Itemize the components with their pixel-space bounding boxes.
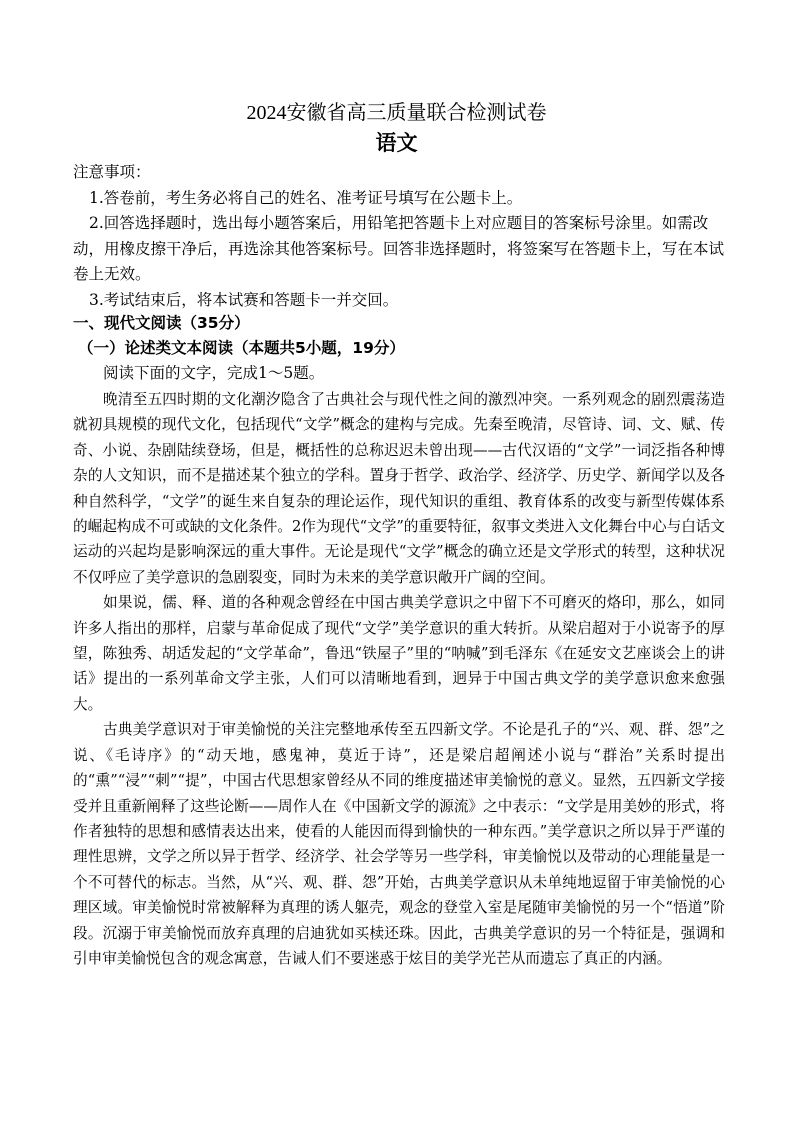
section-heading: 一、现代文阅读（35分） bbox=[73, 314, 250, 332]
subject-title: 语文 bbox=[375, 131, 418, 155]
notes-item-1: 1.答卷前，考生务必将自己的姓名、准考证号填写在公题卡上。 bbox=[89, 188, 523, 207]
subsection-heading: （一）论述类文本阅读（本题共5小题，19分） bbox=[78, 339, 405, 357]
notes-heading: 注意事项： bbox=[73, 163, 151, 181]
notes-block bbox=[73, 160, 725, 314]
passage-paragraph-3: 古典美学意识对于审美愉悦的关注完整地承传至五四新文学。不论是孔子的“兴、观、群、怨”之说、《毛诗序》的“动天地，感鬼神，莫近于诗”，还是梁启超阐述小说与“群治”关系时提出的“熏”“浸”“刺”“提”，中国古代思想家曾经从不同的维度描述审美愉悦的意义。显然，五四新文学接受并且重新阐释了这些论断——周作人在《中国新文学的源流》之中表示：“文学是用美妙的形式，将作者独特的思想和感情表达出来，使看的人能因而得到愉快的一种东西。”美学意识之所以异于严谨的理性思辨，文学之所以异于哲学、经济学、社会学等另一些学科，审美愉悦以及带动的心理能量是一个不可替代的标志。当然，从“兴、观、群、怨”开始，古典美学意识从未单纯地逗留于审美愉悦的心理区域。审美愉悦时常被解释为真理的诱人躯壳，观念的登堂入室是尾随审美愉悦的另一个“悟道”阶段。沉溺于审美愉悦而放弃真理的启迪犹如买椟还珠。因此，古典美学意识的另一个特征是，强调和引申审美愉悦包含的观念寓意，告诫人们不要迷惑于炫目的美学光芒从而遗忘了真正的内涵。 bbox=[73, 721, 725, 967]
passage-paragraph-1: 晚清至五四时期的文化潮汐隐含了古典社会与现代性之间的激烈冲突。一系列观念的剧烈震荡造就初具规模的现代文化，包括现代“文学”概念的建构与完成。先秦至晚清，尽管诗、词、文、赋、传奇、小说、杂剧陆续登场，但是，概括性的总称迟迟未曾出现——古代汉语的“文学”一词泛指各种博杂的人文知识，而不是描述某个独立的学科。置身于哲学、政治学、经济学、历史学、新闻学以及各种自然科学，“文学”的诞生来自复杂的理论运作，现代知识的重组、教育体系的改变与新型传媒体系的崛起构成不可或缺的文化条件。2作为现代“文学”的重要特征，叙事文类进入文化舞台中心与白话文运动的兴起均是影响深远的重大事件。无论是现代“文学”概念的确立还是文学形式的转型，这种状况不仅呼应了美学意识的急剧裂变，同时为未来的美学意识敞开广阔的空间。 bbox=[73, 391, 725, 586]
notes-item-2: 2.回答选择题时，选出每小题答案后，用铅笔把答题卡上对应题目的答案标号涂里。如需改动，用橡皮擦干净后，再选涂其他答案标号。回答非选择题时，将签案写在答题卡上，写在本试卷上无效。 bbox=[73, 214, 725, 284]
exam-title: 2024安徽省高三质量联合检测试卷 bbox=[246, 102, 547, 124]
reading-instruction: 阅读下面的文字，完成1～5题。 bbox=[103, 364, 325, 382]
reading-passage bbox=[73, 387, 725, 971]
passage-paragraph-2: 如果说，儒、释、道的各种观念曾经在中国古典美学意识之中留下不可磨灭的烙印，那么，如同许多人指出的那样，启蒙与革命促成了现代“文学”美学意识的重大转折。从梁启超对于小说寄予的厚望，陈独秀、胡适发起的“文学革命”，鲁迅“铁屋子”里的“呐喊”到毛泽东《在延安文艺座谈会上的讲话》提出的一系列革命文学主张，人们可以清晰地看到，迥异于中国古典文学的美学意识愈来愈强大。 bbox=[73, 594, 725, 713]
notes-item-3: 3.考试结束后，将本试赛和答题卡一并交回。 bbox=[89, 290, 399, 309]
